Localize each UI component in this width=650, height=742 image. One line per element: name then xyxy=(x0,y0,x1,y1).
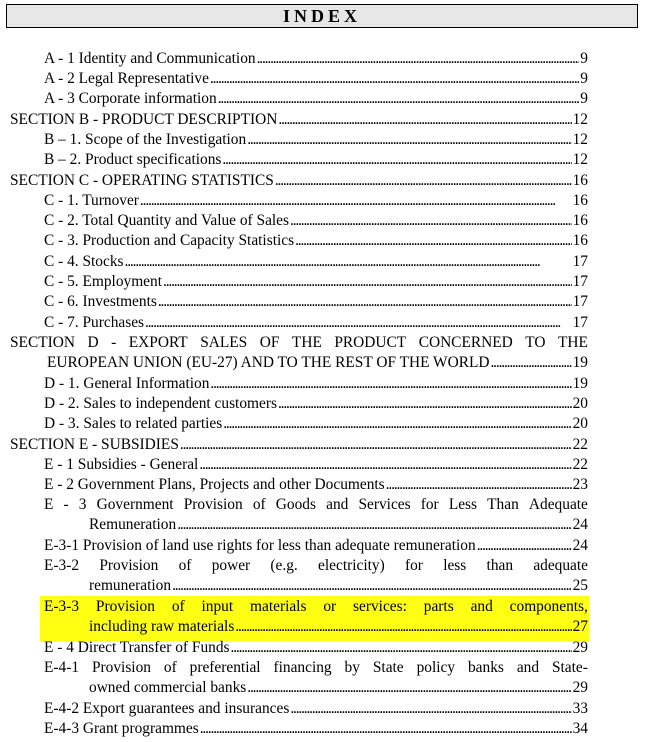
entry-page: 12 xyxy=(572,111,588,128)
label-word: E-3-3 xyxy=(44,598,80,615)
index-title: INDEX xyxy=(6,4,638,28)
entry-page: 34 xyxy=(572,720,588,737)
entry-page: 33 xyxy=(572,700,588,717)
label-word: parts xyxy=(423,598,454,615)
entry-page: 16 xyxy=(572,232,588,249)
entry-label: C - 5. Employment xyxy=(44,273,162,290)
label-word: TO xyxy=(525,334,546,351)
label-word: of xyxy=(252,496,266,513)
toc-entry-e4-1[interactable] xyxy=(44,658,588,699)
dot-leader xyxy=(140,191,572,211)
label-word: OF xyxy=(259,334,280,351)
entry-label: B – 1. Scope of the Investigation xyxy=(44,131,247,148)
label-word: and xyxy=(470,598,493,615)
dot-leader xyxy=(222,150,571,170)
entry-label: C - 3. Production and Capacity Statistics xyxy=(44,232,295,249)
label-word: policy xyxy=(416,659,456,676)
entry-page: 24 xyxy=(572,537,588,554)
toc-entry-a1[interactable] xyxy=(44,49,588,69)
label-word: components, xyxy=(509,598,588,615)
entry-page: 17 xyxy=(572,273,588,290)
entry-page: 25 xyxy=(572,577,588,595)
label-word: THE xyxy=(291,334,322,351)
entry-label: SECTION C - OPERATING STATISTICS xyxy=(10,172,274,189)
toc-entry-c5[interactable] xyxy=(44,272,588,292)
entry-label-line1 xyxy=(44,495,588,515)
toc-entry-e4[interactable] xyxy=(44,638,588,658)
entry-label-line1 xyxy=(44,556,588,576)
entry-page: 22 xyxy=(572,456,588,473)
toc-entry-e3-1[interactable] xyxy=(44,536,588,556)
toc-entry-a2[interactable] xyxy=(44,69,588,89)
entry-label: A - 3 Corporate information xyxy=(44,90,217,107)
label-word: Than xyxy=(487,496,519,513)
entry-label: D - 3. Sales to related parties xyxy=(44,415,223,432)
dot-leader xyxy=(145,313,572,333)
label-word: of xyxy=(171,598,185,615)
toc-entry-d3[interactable] xyxy=(44,414,588,434)
entry-page: 9 xyxy=(580,50,588,67)
entry-page: 20 xyxy=(572,415,588,432)
toc-entry-c7[interactable] xyxy=(44,313,588,333)
label-word: 3 xyxy=(78,496,87,513)
toc-entry-e3-2[interactable] xyxy=(44,556,588,597)
entry-page: 27 xyxy=(572,618,588,636)
dot-leader xyxy=(290,699,571,719)
entry-label: C - 7. Purchases xyxy=(44,314,145,331)
label-word: power xyxy=(211,557,251,574)
toc-entry-section-b[interactable] xyxy=(10,110,588,130)
label-word: Provision xyxy=(99,557,159,574)
toc-entry-e4-2[interactable] xyxy=(44,699,588,719)
entry-page: 17 xyxy=(572,253,588,270)
dot-leader xyxy=(177,515,571,535)
label-word: SALES xyxy=(200,334,248,351)
entry-page: 17 xyxy=(572,314,588,331)
label-word: (e.g. xyxy=(270,557,298,574)
dot-leader xyxy=(231,638,572,658)
label-word: CONCERNED xyxy=(418,334,513,351)
dot-leader xyxy=(295,231,572,251)
entry-label: SECTION E - SUBSIDIES xyxy=(10,436,179,453)
dot-leader xyxy=(275,171,572,191)
label-word: by xyxy=(344,659,360,676)
entry-label: Remuneration xyxy=(89,516,177,534)
dot-leader xyxy=(199,455,571,475)
label-word: E-4-1 xyxy=(44,659,80,676)
label-word: State- xyxy=(551,659,588,676)
toc-entry-b1[interactable] xyxy=(44,130,588,150)
label-word: - xyxy=(111,334,117,351)
dot-leader xyxy=(163,272,572,292)
dot-leader xyxy=(490,353,571,373)
entry-label: SECTION B - PRODUCT DESCRIPTION xyxy=(10,111,278,128)
entry-label: E - 4 Direct Transfer of Funds xyxy=(44,639,230,656)
dot-leader xyxy=(210,374,571,394)
toc-entry-e3-3[interactable] xyxy=(44,597,588,638)
entry-label: EUROPEAN UNION (EU-27) AND TO THE REST OF THE WORLD xyxy=(47,354,490,372)
label-word: less xyxy=(443,557,467,574)
label-word: Provision xyxy=(95,598,155,615)
entry-page: 16 xyxy=(572,172,588,189)
entry-label: remuneration xyxy=(89,577,172,595)
label-word: services: xyxy=(353,598,407,615)
entry-label: E-4-2 Export guarantees and insurances xyxy=(44,700,290,717)
dot-leader xyxy=(235,617,571,637)
label-word: for xyxy=(420,496,439,513)
entry-label: C - 6. Investments xyxy=(44,293,157,310)
entry-label: B – 2. Product specifications xyxy=(44,151,222,168)
label-word: Goods xyxy=(275,496,316,513)
label-word: for xyxy=(404,557,423,574)
dot-leader xyxy=(172,576,572,596)
entry-label-line1 xyxy=(44,597,588,617)
entry-label: A - 1 Identity and Communication xyxy=(44,50,256,67)
toc-entry-section-e[interactable] xyxy=(10,435,588,455)
dot-leader xyxy=(125,252,572,272)
dot-leader xyxy=(223,414,571,434)
toc-entry-a3[interactable] xyxy=(44,89,588,109)
entry-label: C - 4. Stocks xyxy=(44,253,124,270)
toc-entry-e1[interactable] xyxy=(44,455,588,475)
entry-page: 19 xyxy=(572,375,588,392)
label-word: - xyxy=(63,496,69,513)
toc-entry-c3[interactable] xyxy=(44,231,588,251)
label-word: adequate xyxy=(533,557,588,574)
entry-label: C - 2. Total Quantity and Value of Sales xyxy=(44,212,289,229)
entry-page: 12 xyxy=(572,151,588,168)
entry-page: 24 xyxy=(572,516,588,534)
toc-entry-c2[interactable] xyxy=(44,211,588,231)
label-word: electricity) xyxy=(318,557,385,574)
entry-label-line1 xyxy=(44,658,588,678)
label-word: and xyxy=(516,659,540,676)
entry-page: 19 xyxy=(572,354,588,372)
label-word: or xyxy=(323,598,337,615)
dot-leader xyxy=(200,719,572,739)
dot-leader xyxy=(278,110,571,130)
dot-leader xyxy=(218,89,580,109)
label-word: of xyxy=(163,659,177,676)
dot-leader xyxy=(386,475,572,495)
label-word: Adequate xyxy=(528,496,588,513)
dot-leader xyxy=(247,130,571,150)
toc-entry-c4[interactable] xyxy=(44,252,588,272)
entry-page: 29 xyxy=(572,679,588,697)
entry-label: E - 1 Subsidies - General xyxy=(44,456,199,473)
label-word: Government xyxy=(96,496,174,513)
dot-leader xyxy=(257,49,580,69)
dot-leader xyxy=(290,211,572,231)
entry-page: 17 xyxy=(572,293,588,310)
label-word: State xyxy=(372,659,404,676)
toc-entry-e4-3[interactable] xyxy=(44,719,588,739)
toc-entry-e2[interactable] xyxy=(44,475,588,495)
label-word: input xyxy=(201,598,234,615)
entry-page: 9 xyxy=(580,70,588,87)
entry-label: owned commercial banks xyxy=(89,679,247,697)
toc-entry-c6[interactable] xyxy=(44,292,588,312)
dot-leader xyxy=(477,536,572,556)
entry-label: C - 1. Turnover xyxy=(44,192,139,209)
toc-entry-e3[interactable] xyxy=(44,495,588,536)
entry-label: E-3-1 Provision of land use rights for less than adequate remuneration xyxy=(44,537,476,554)
entry-label: D - 1. General Information xyxy=(44,375,210,392)
label-word: Provision xyxy=(183,496,243,513)
entry-label: A - 2 Legal Representative xyxy=(44,70,209,87)
entry-label: D - 2. Sales to independent customers xyxy=(44,395,277,412)
label-word: than xyxy=(486,557,514,574)
label-word: and xyxy=(326,496,349,513)
label-word: E-3-2 xyxy=(44,557,80,574)
toc-entry-d1[interactable] xyxy=(44,374,588,394)
entry-page: 20 xyxy=(572,395,588,412)
label-word: D xyxy=(87,334,99,351)
entry-label: E-4-3 Grant programmes xyxy=(44,720,199,737)
label-word: materials xyxy=(250,598,307,615)
dot-leader xyxy=(278,394,572,414)
entry-page: 9 xyxy=(580,90,588,107)
label-word: PRODUCT xyxy=(334,334,407,351)
toc-entry-d2[interactable] xyxy=(44,394,588,414)
toc-entry-c1[interactable] xyxy=(44,191,588,211)
entry-label-line1 xyxy=(10,333,588,353)
dot-leader xyxy=(158,292,572,312)
label-word: preferential xyxy=(189,659,261,676)
label-word: financing xyxy=(273,659,332,676)
dot-leader xyxy=(210,69,579,89)
entry-label: including raw materials xyxy=(89,618,235,636)
label-word: Provision xyxy=(91,659,151,676)
label-word: E xyxy=(44,496,54,513)
entry-label: E - 2 Government Plans, Projects and other Documents xyxy=(44,476,385,493)
entry-page: 23 xyxy=(572,476,588,493)
label-word: THE xyxy=(558,334,588,351)
entry-page: 16 xyxy=(572,192,588,209)
toc-entry-section-c[interactable] xyxy=(10,171,588,191)
toc-entry-b2[interactable] xyxy=(44,150,588,170)
toc-entry-section-d[interactable] xyxy=(10,333,588,374)
label-word: SECTION xyxy=(10,334,75,351)
entry-page: 16 xyxy=(572,212,588,229)
entry-page: 29 xyxy=(572,639,588,656)
dot-leader xyxy=(180,435,572,455)
label-word: banks xyxy=(467,659,504,676)
label-word: Services xyxy=(358,496,411,513)
entry-page: 22 xyxy=(572,436,588,453)
dot-leader xyxy=(247,678,571,698)
label-word: EXPORT xyxy=(128,334,188,351)
entry-page: 12 xyxy=(572,131,588,148)
label-word: of xyxy=(178,557,192,574)
label-word: Less xyxy=(448,496,478,513)
